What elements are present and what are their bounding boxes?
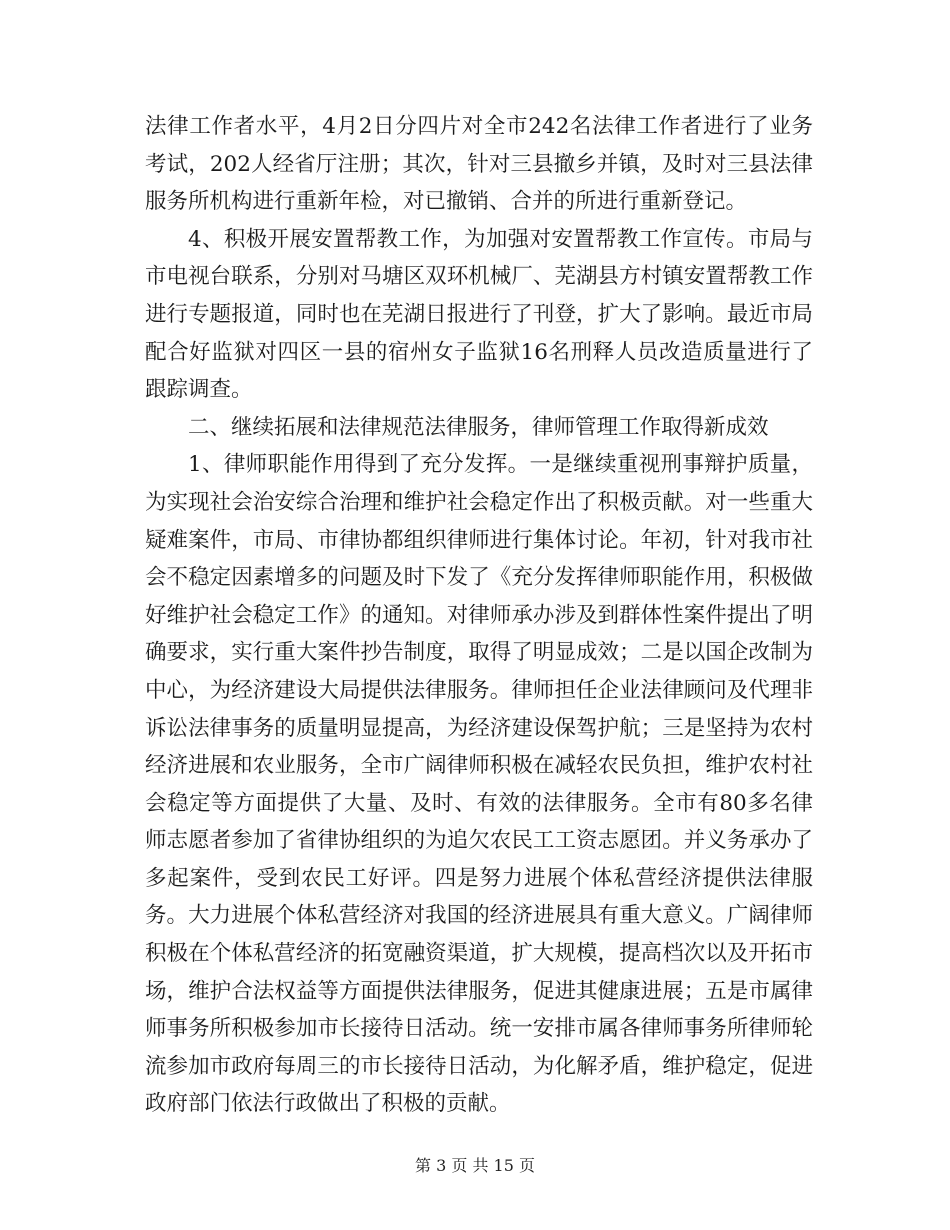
page-footer (0, 1153, 950, 1176)
body-text (145, 108, 813, 1123)
page-number: 第 3 页 共 15 页 (415, 1156, 535, 1175)
paragraph-lawyer-role: 1、律师职能作用得到了充分发挥。一是继续重视刑事辩护质量，为实现社会治安综合治理和维护社会稳定作出了积极贡献。对一些重大疑难案件，市局、市律协都组织律师进行集体讨论。年初，针对我市社会不稳定因素增多的问题及时下发了《充分发挥律师职能作用，积极做好维护社会稳定工作》的通知。对律师承办涉及到群体性案件提出了明确要求，实行重大案件抄告制度，取得了明显成效；二是以国企改制为中心，为经济建设大局提供法律服务。律师担任企业法律顾问及代理非诉讼法律事务的质量明显提高，为经济建设保驾护航；三是坚持为农村经济进展和农业服务，全市广阔律师积极在减轻农民负担，维护农村社会稳定等方面提供了大量、及时、有效的法律服务。全市有80多名律师志愿者参加了省律协组织的为追欠农民工工资志愿团。并义务承办了多起案件，受到农民工好评。四是努力进展个体私营经济提供法律服务。大力进展个体私营经济对我国的经济进展具有重大意义。广阔律师积极在个体私营经济的拓宽融资渠道，扩大规模，提高档次以及开拓市场，维护合法权益等方面提供法律服务，促进其健康进展；五是市属律师事务所积极参加市长接待日活动。统一安排市属各律师事务所律师轮流参加市政府每周三的市长接待日活动，为化解矛盾，维护稳定，促进政府部门依法行政做出了积极的贡献。 (145, 452, 813, 1117)
section-heading: 二、继续拓展和法律规范法律服务，律师管理工作取得新成效 (188, 414, 769, 440)
paragraph-resettlement: 4、积极开展安置帮教工作，为加强对安置帮教工作宣传。市局与市电视台联系，分别对马塘区双环机械厂、芜湖县方村镇安置帮教工作进行专题报道，同时也在芜湖日报进行了刊登，扩大了影响。最近市局配合好监狱对四区一县的宿州女子监狱16名刑释人员改造质量进行了跟踪调查。 (145, 226, 813, 403)
paragraph-continuation: 法律工作者水平，4月2日分四片对全市242名法律工作者进行了业务考试，202人经省厅注册；其次，针对三县撤乡并镇，及时对三县法律服务所机构进行重新年检，对已撤销、合并的所进行重新登记。 (145, 114, 813, 215)
